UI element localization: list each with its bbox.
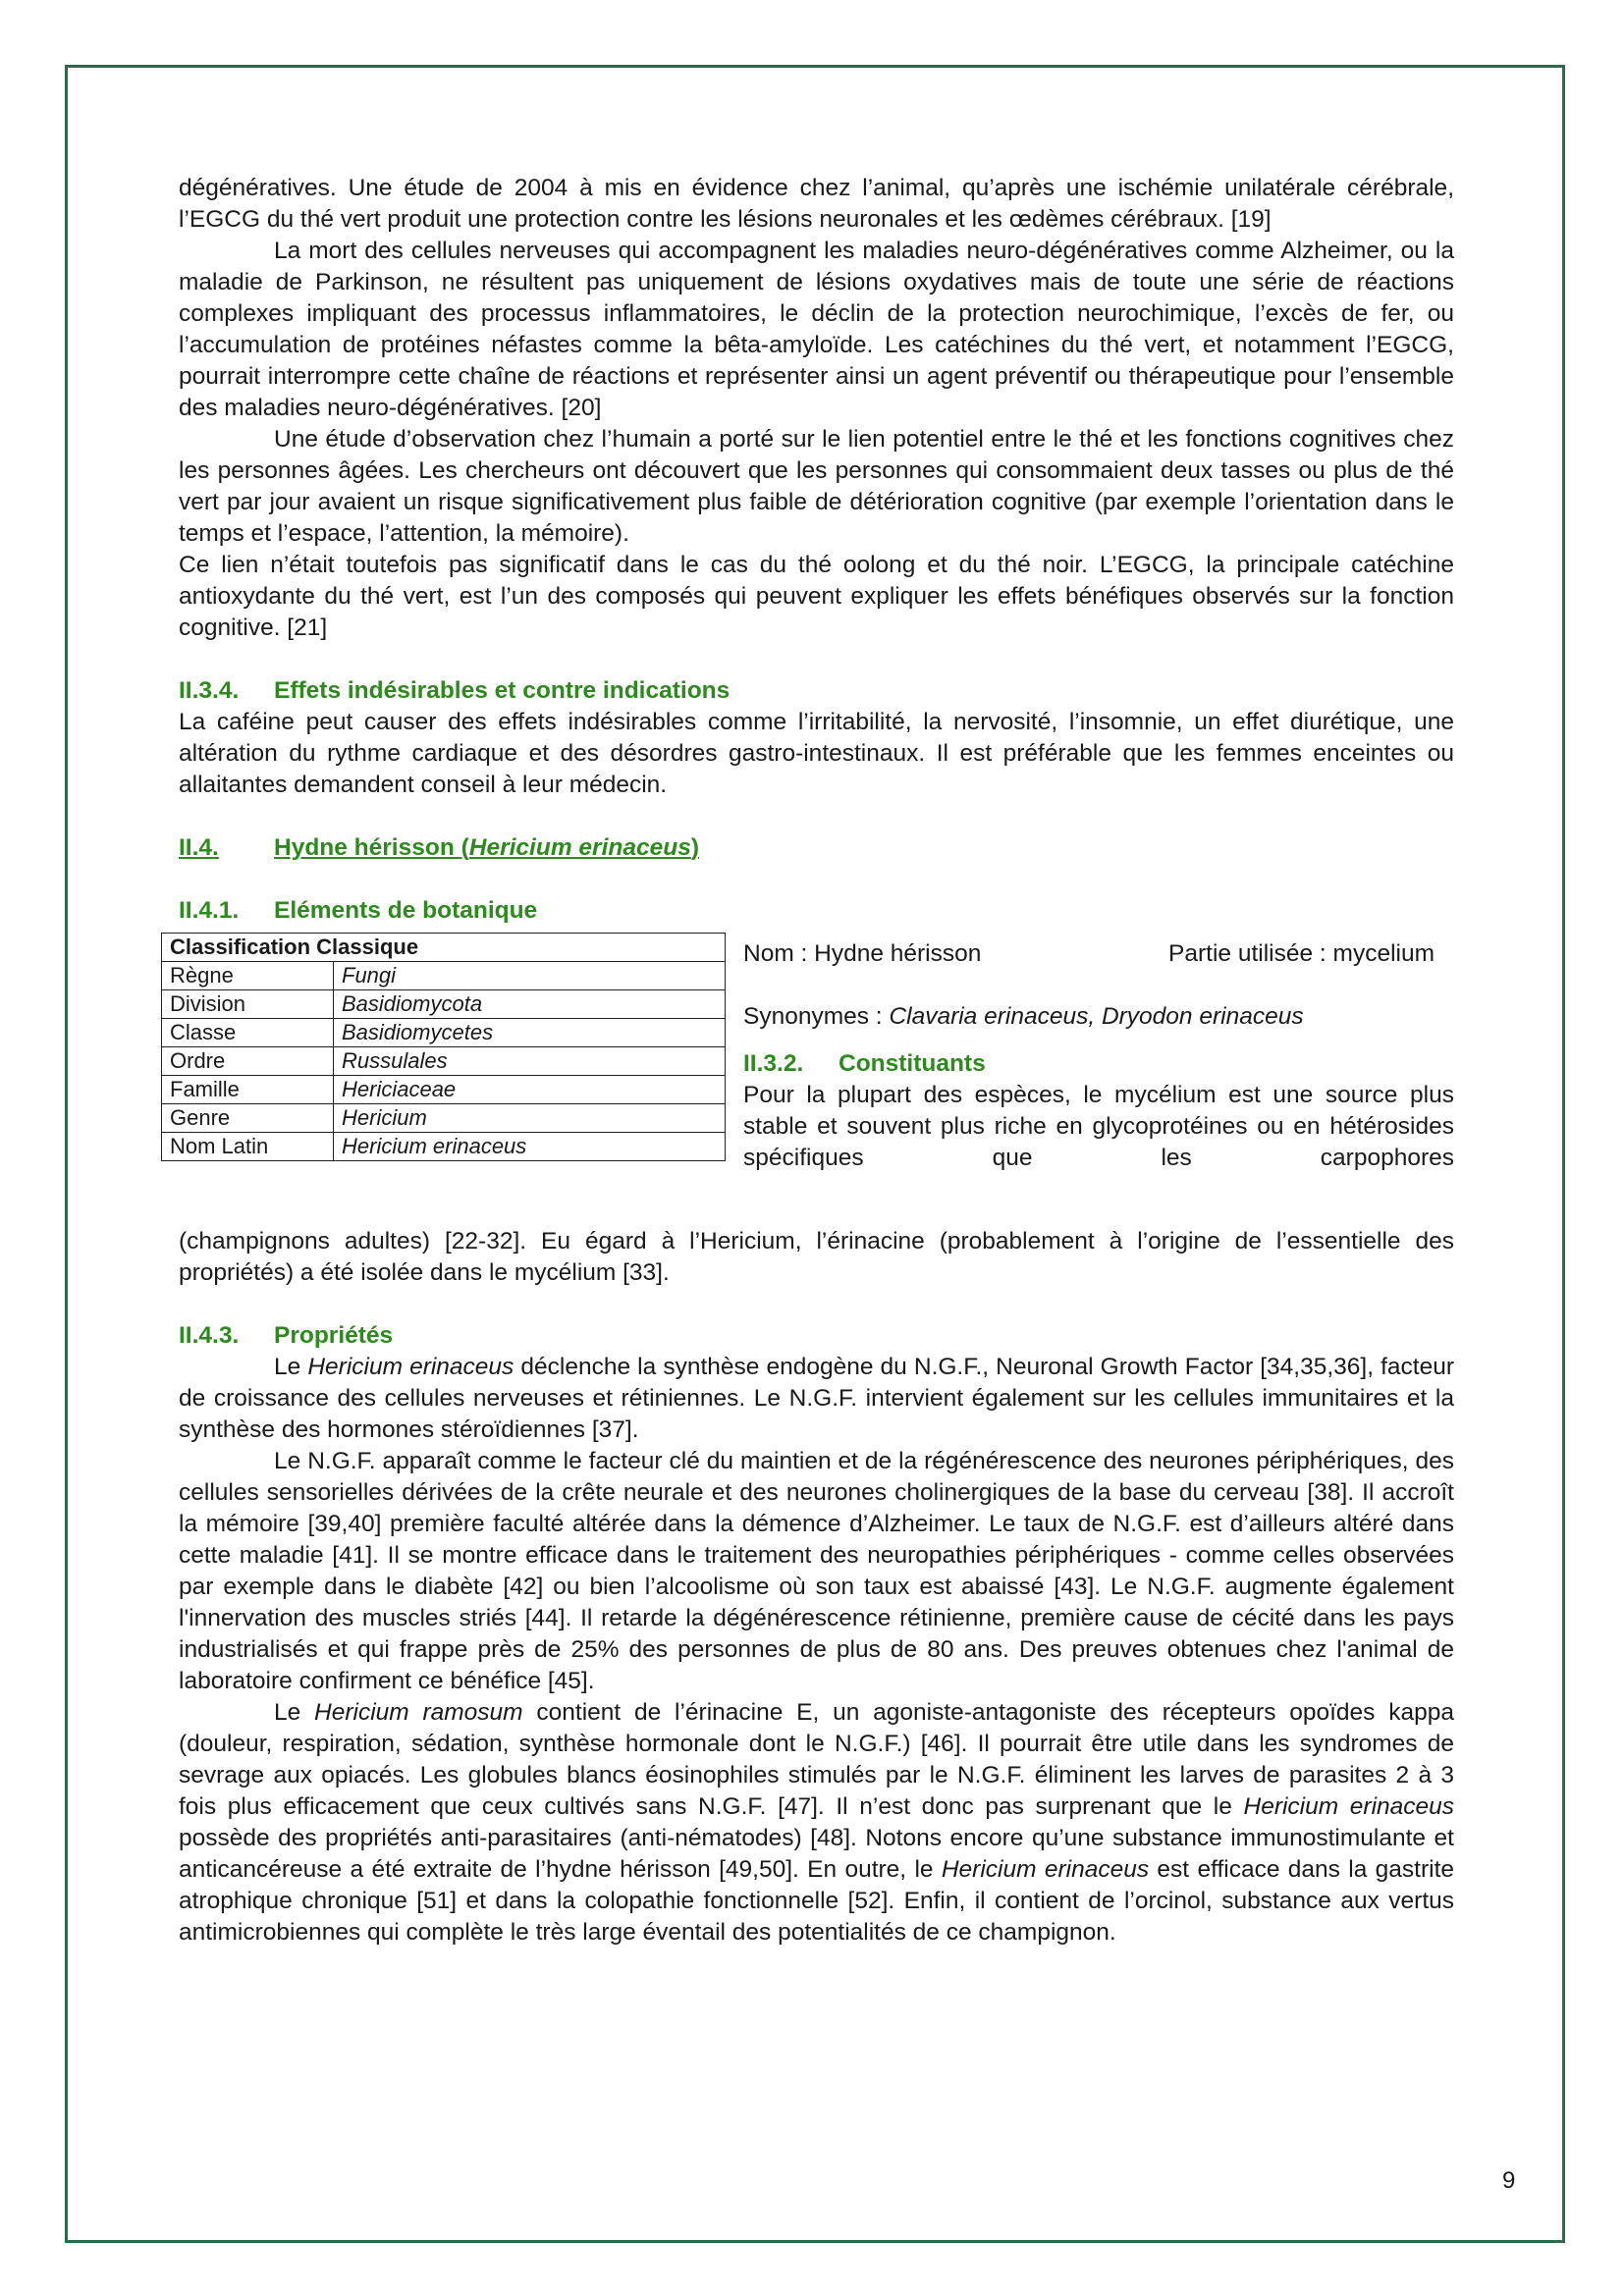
section-title: Effets indésirables et contre indications bbox=[274, 677, 731, 704]
table-row bbox=[162, 962, 726, 990]
botanique-block bbox=[170, 927, 1454, 1226]
table-row bbox=[162, 1133, 726, 1161]
synonyms-line: Synonymes : Clavaria erinaceus, Dryodon erinaceus bbox=[743, 1003, 1304, 1030]
table-label-cell: Classe bbox=[162, 1019, 334, 1047]
table-value-cell: Russulales bbox=[334, 1047, 726, 1076]
table-label-cell: Famille bbox=[162, 1076, 334, 1104]
intro-paragraph-2: La mort des cellules nerveuses qui accompagnent les maladies neuro-dégénératives comme Alzheimer, ou la maladie de Parkinson, ne résultent pas uniquement de lésions oxydatives mais de toute une série de réactions complexes impliquant des processus inflammatoires, le déclin de la protection neurochimique, l’excès de fer, ou l’accumulation de protéines néfastes comme la bêta-amyloïde. Les catéchines du thé vert, et notamment l’EGCG, pourrait interrompre cette chaîne de réactions et représenter ainsi un agent préventif ou thérapeutique pour l’ensemble des maladies neuro-dégénératives. [20] bbox=[179, 238, 1454, 421]
section-title: Propriétés bbox=[274, 1322, 394, 1349]
section-title: Eléments de botanique bbox=[274, 897, 538, 924]
common-name: Nom : Hydne hérisson bbox=[743, 940, 982, 967]
table-label-cell: Nom Latin bbox=[162, 1133, 334, 1161]
section-heading-proprietes bbox=[179, 1320, 1454, 1352]
table-label-cell: Genre bbox=[162, 1104, 334, 1133]
table-label-cell: Règne bbox=[162, 962, 334, 990]
table-label-cell: Ordre bbox=[162, 1047, 334, 1076]
table-value-cell: Fungi bbox=[334, 962, 726, 990]
intro-paragraph-3: Une étude d’observation chez l’humain a porté sur le lien potentiel entre le thé et les fonctions cognitives chez les personnes âgées. Les chercheurs ont découvert que les personnes qui consommaient deux tasses ou plus de thé vert par jour avaient un risque significativement plus faible de détérioration cognitive (par exemple l’orientation dans le temps et l’espace, l’attention, la mémoire). bbox=[179, 426, 1454, 547]
table-header: Classification Classique bbox=[162, 934, 726, 962]
intro-paragraph-4: Ce lien n’était toutefois pas significatif dans le cas du thé oolong et du thé noir. L’EGCG, la principale catéchine antioxydante du thé vert, est l’un des composés qui peuvent expliquer les effets bénéfiques observés sur la fonction cognitive. [21] bbox=[179, 552, 1454, 641]
proprietes-paragraph-1: Le Hericium erinaceus déclenche la synthèse endogène du N.G.F., Neuronal Growth Factor [34,35,36], facteur de croissance des cellules nerveuses et rétiniennes. Le N.G.F. intervient également sur les cellules immunitaires et la synthèse des hormones stéroïdiennes [37]. bbox=[179, 1354, 1455, 1443]
table-row bbox=[162, 1076, 726, 1104]
table-row bbox=[162, 1019, 726, 1047]
table-row bbox=[162, 1047, 726, 1076]
constituants-paragraph-part1: Pour la plupart des espèces, le mycélium est une source plus stable et souvent plus riche en glycoprotéines ou en hétérosides spécifiques que les carpophores bbox=[743, 1082, 1454, 1171]
used-part: Partie utilisée : mycelium bbox=[1168, 940, 1435, 967]
synonyms-value: Clavaria erinaceus, Dryodon erinaceus bbox=[889, 1003, 1304, 1030]
table-row bbox=[162, 990, 726, 1019]
section-number: II.4.1. bbox=[179, 897, 240, 924]
effets-paragraph: La caféine peut causer des effets indésirables comme l’irritabilité, la nervosité, l’insomnie, un effet diurétique, une altération du rythme cardiaque et des désordres gastro-intestinaux. Il est préférable que les femmes enceintes ou allaitantes demandent conseil à leur médecin. bbox=[179, 709, 1454, 798]
section-number: II.3.2. bbox=[743, 1050, 804, 1077]
botanique-info bbox=[743, 927, 1454, 1174]
table-row bbox=[162, 1104, 726, 1133]
table-header-row bbox=[162, 934, 726, 962]
classification-table bbox=[161, 933, 726, 1161]
proprietes-paragraph-2: Le N.G.F. apparaît comme le facteur clé du maintien et de la régénérescence des neurones périphériques, des cellules sensorielles dérivées de la crête neurale et des neurones cholinergiques de la base du cerveau [38]. Il accroît la mémoire [39,40] première faculté altérée dans la démence d’Alzheimer. Le taux de N.G.F. est d’ailleurs altéré dans cette maladie [41]. Il se montre efficace dans le traitement des neuropathies périphériques - comme celles observées par exemple dans le diabète [42] ou bien l’alcoolisme où son taux est abaissé [43]. Le N.G.F. augmente également l'innervation des muscles striés [44]. Il retarde la dégénérescence rétinienne, première cause de cécité dans les pays industrialisés et qui frappe près de 25% des personnes de plus de 80 ans. Des preuves obtenues chez l'animal de laboratoire confirment ce bénéfice [45]. bbox=[179, 1448, 1454, 1694]
name-line bbox=[743, 938, 1454, 970]
section-title: Constituants bbox=[839, 1050, 986, 1077]
table-value-cell: Hericiaceae bbox=[334, 1076, 726, 1104]
table-value-cell: Basidiomycota bbox=[334, 990, 726, 1019]
table-label-cell: Division bbox=[162, 990, 334, 1019]
proprietes-paragraph-3: Le Hericium ramosum contient de l’érinacine E, un agoniste-antagoniste des récepteurs opoïdes kappa (douleur, respiration, sédation, synthèse hormonale dont le N.G.F.) [46]. Il pourrait être utile dans les syndromes de sevrage aux opiacés. Les globules blancs éosinophiles stimulés par le N.G.F. éliminent les larves de parasites 2 à 3 fois plus efficacement que ceux cultivés sans N.G.F. [47]. Il n’est donc pas surprenant que le Hericium erinaceus possède des propriétés anti-parasitaires (anti-nématodes) [48]. Notons encore qu’une substance immunostimulante et anticancéreuse a été extraite de l’hydne hérisson [49,50]. En outre, le Hericium erinaceus est efficace dans la gastrite atrophique chronique [51] et dans la colopathie fonctionnelle [52]. Enfin, il contient de l’orcinol, substance aux vertus antimicrobiennes qui complète le très large éventail des potentialités de ce champignon. bbox=[179, 1699, 1455, 1946]
constituants-paragraph-part2: (champignons adultes) [22-32]. Eu égard à l’Hericium, l’érinacine (probablement à l’origine de l’essentielle des propriétés) a été isolée dans le mycélium [33]. bbox=[179, 1228, 1454, 1286]
section-number: II.3.4. bbox=[179, 677, 240, 704]
page-number: 9 bbox=[1502, 2167, 1516, 2194]
section-heading-botanique bbox=[179, 895, 1454, 927]
intro-paragraph-1: dégénératives. Une étude de 2004 à mis en évidence chez l’animal, qu’après une ischémie unilatérale cérébrale, l’EGCG du thé vert produit une protection contre les lésions neuronales et les œdèmes cérébraux. [19] bbox=[179, 175, 1454, 233]
section-heading-constituants bbox=[743, 1048, 1454, 1080]
section-number: II.4. bbox=[179, 834, 219, 861]
table-value-cell: Hericium erinaceus bbox=[334, 1133, 726, 1161]
section-heading-hydne bbox=[179, 832, 1454, 864]
section-heading-effets bbox=[179, 675, 1454, 707]
page-content bbox=[170, 173, 1455, 1949]
section-number: II.4.3. bbox=[179, 1322, 240, 1349]
table-value-cell: Hericium bbox=[334, 1104, 726, 1133]
section-title: Hydne hérisson (Hericium erinaceus) bbox=[274, 834, 699, 861]
table-value-cell: Basidiomycetes bbox=[334, 1019, 726, 1047]
